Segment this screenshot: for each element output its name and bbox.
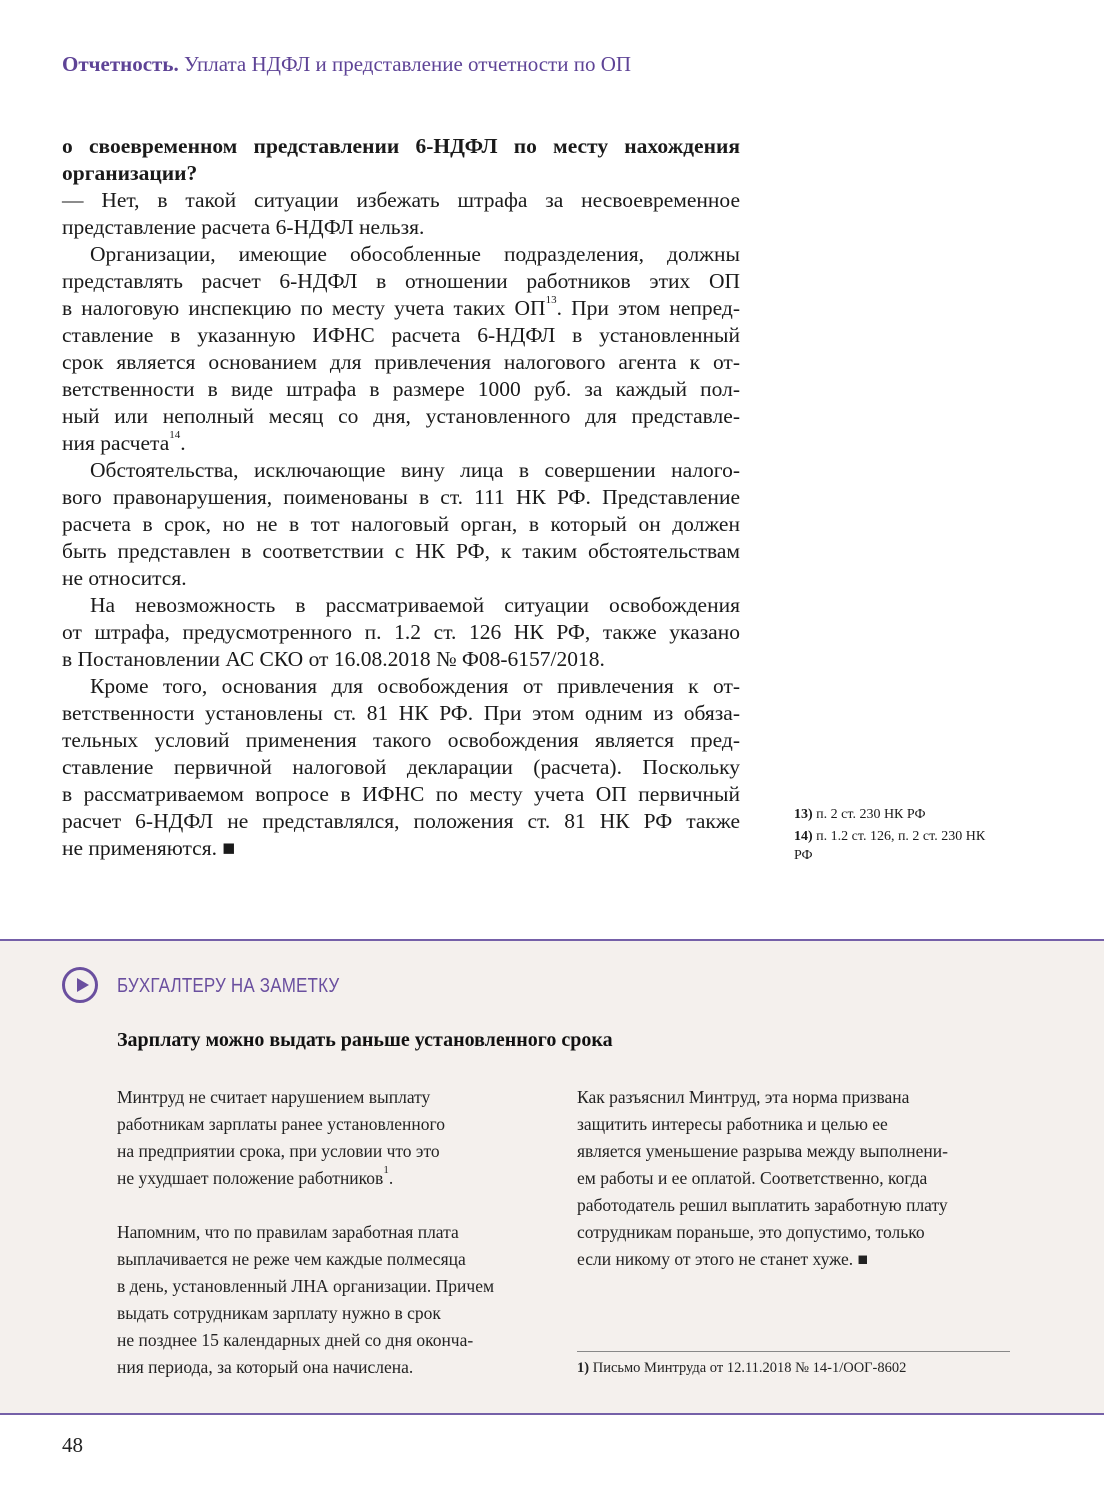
text-line: — Нет, в такой ситуации избежать штрафа за несвоевременное xyxy=(62,188,740,212)
footnote-ref: 14 xyxy=(169,429,181,441)
footnote-text: п. 1.2 ст. 126, п. 2 ст. 230 НК РФ xyxy=(794,829,986,863)
side-footnotes xyxy=(794,805,1004,865)
paragraph xyxy=(577,1084,1017,1273)
text-line: ем работы и ее оплатой. Соответственно, когда xyxy=(577,1168,928,1188)
section-subtitle: Уплата НДФЛ и представление отчетности по ОП xyxy=(183,52,632,76)
footnote-number: 14) xyxy=(794,829,813,844)
text-line: если никому от этого не станет хуже. ■ xyxy=(577,1249,869,1269)
text-line: работникам зарплаты ранее установленного xyxy=(117,1114,445,1134)
text-line: от штрафа, предусмотренного п. 1.2 ст. 126 НК РФ, также указано xyxy=(62,620,740,644)
paragraph xyxy=(62,673,740,862)
footnote-number: 1) xyxy=(577,1360,590,1376)
text-line: ный или неполный месяц со дня, установленного для представле- xyxy=(62,404,740,428)
text-line: в Постановлении АС СКО от 16.08.2018 № Ф08-6157/2018. xyxy=(62,647,605,671)
text-line: быть представлен в соответствии с НК РФ, к таким обстоятельствам xyxy=(62,539,740,563)
accountant-note-box xyxy=(0,939,1104,1415)
paragraph xyxy=(62,457,740,592)
box-label: БУХГАЛТЕРУ НА ЗАМЕТКУ xyxy=(117,975,340,997)
text-line: не ухудшает положение работников$^1$. xyxy=(117,1164,394,1188)
article-body xyxy=(62,133,740,862)
paragraph xyxy=(62,133,740,187)
text-line: не применяются. ■ xyxy=(62,836,236,860)
running-header xyxy=(62,52,631,77)
text-line: ветственности установлены ст. 81 НК РФ. При этом одним из обяза- xyxy=(62,701,740,725)
text-line: На невозможность в рассматриваемой ситуации освобождения xyxy=(90,593,740,617)
text-line: на предприятии срока, при условии что это xyxy=(117,1141,440,1161)
footnote-ref: 1 xyxy=(383,1164,389,1176)
text-line: не позднее 15 календарных дней со дня оконча- xyxy=(117,1330,474,1350)
footnote-14 xyxy=(794,827,1004,865)
text-line: Обстоятельства, исключающие вину лица в совершении налого- xyxy=(90,458,740,482)
text-line: представление расчета 6-НДФЛ нельзя. xyxy=(62,215,425,239)
text-line: расчет 6-НДФЛ не представлялся, положения ст. 81 НК РФ также xyxy=(62,809,740,833)
text-line: не относится. xyxy=(62,566,187,590)
text-line: Кроме того, основания для освобождения от привлечения к от- xyxy=(90,674,740,698)
section-name: Отчетность. xyxy=(62,52,179,76)
box-title: Зарплату можно выдать раньше установленного срока xyxy=(117,1029,613,1051)
text-line: ния периода, за который она начислена. xyxy=(117,1357,414,1377)
text-line: Как разъяснил Минтруд, эта норма призвана xyxy=(577,1087,910,1107)
text-line: Минтруд не считает нарушением выплату xyxy=(117,1087,431,1107)
box-right-column xyxy=(577,1084,1017,1300)
paragraph xyxy=(62,592,740,673)
text-line: ния расчета$^{14}$. xyxy=(62,429,186,455)
footnote-text: Письмо Минтруда от 12.11.2018 № 14-1/ООГ-8602 xyxy=(592,1360,907,1376)
page-number: 48 xyxy=(62,1433,83,1457)
paragraph xyxy=(117,1084,557,1192)
text-line: срок является основанием для привлечения налогового агента к от- xyxy=(62,350,740,374)
text-line: Организации, имеющие обособленные подразделения, должны xyxy=(90,242,740,266)
box-left-column xyxy=(117,1084,557,1408)
paragraph xyxy=(62,241,740,457)
text-line: в день, установленный ЛНА организации. Причем xyxy=(117,1276,495,1296)
text-line: выплачивается не реже чем каждые полмесяца xyxy=(117,1249,466,1269)
footnote-ref: 13 xyxy=(545,294,557,306)
text-line: ставление в указанную ИФНС расчета 6-НДФЛ в установленный xyxy=(62,323,740,347)
text-line: организации? xyxy=(62,161,198,185)
text-line: выдать сотрудникам зарплату нужно в срок xyxy=(117,1303,441,1323)
box-footnote xyxy=(577,1360,906,1377)
text-line: ставление первичной налоговой декларации (расчета). Поскольку xyxy=(62,755,740,779)
footnote-13 xyxy=(794,805,1004,824)
text-line: представлять расчет 6-НДФЛ в отношении работников этих ОП xyxy=(62,269,740,293)
footnote-number: 13) xyxy=(794,807,813,822)
text-line: ветственности в виде штрафа в размере 1000 руб. за каждый пол- xyxy=(62,377,740,401)
text-line: расчета в срок, но не в тот налоговый орган, в который он должен xyxy=(62,512,740,536)
text-line: о своевременном представлении 6-НДФЛ по месту нахождения xyxy=(62,134,740,158)
footnote-divider xyxy=(577,1351,1010,1352)
play-circle-icon xyxy=(62,967,98,1003)
text-line: защитить интересы работника и целью ее xyxy=(577,1114,888,1134)
paragraph xyxy=(62,187,740,241)
text-line: работодатель решил выплатить заработную плату xyxy=(577,1195,948,1215)
text-line: в рассматриваемом вопросе в ИФНС по месту учета ОП первичный xyxy=(62,782,740,806)
text-line: является уменьшение разрыва между выполнени- xyxy=(577,1141,948,1161)
text-line: в налоговую инспекцию по месту учета таких ОП$^{13}$. При этом непред- xyxy=(62,294,741,320)
paragraph xyxy=(117,1219,557,1381)
text-line: вого правонарушения, поименованы в ст. 111 НК РФ. Представление xyxy=(62,485,740,509)
text-line: сотрудникам пораньше, это допустимо, только xyxy=(577,1222,925,1242)
footnote-text: п. 2 ст. 230 НК РФ xyxy=(816,807,926,822)
text-line: тельных условий применения такого освобождения является пред- xyxy=(62,728,740,752)
text-line: Напомним, что по правилам заработная плата xyxy=(117,1222,459,1242)
